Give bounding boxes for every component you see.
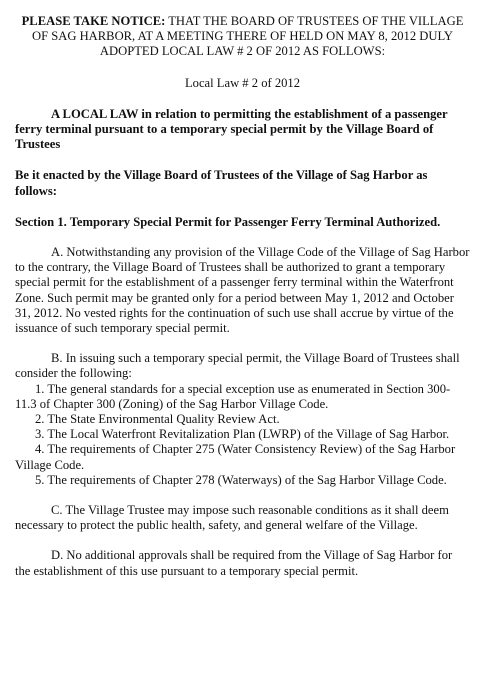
list-item: 1. The general standards for a special exception use as enumerated in Section 300-11.3 of Chapter 300 (Zoning) of the Sag Harbor Village Code.: [15, 381, 451, 411]
list-item: 5. The requirements of Chapter 278 (Waterways) of the Sag Harbor Village Code.: [35, 472, 447, 487]
legal-notice-document: [15, 14, 470, 579]
law-title: A LOCAL LAW in relation to permitting the establishment of a passenger ferry terminal pursuant to a temporary special permit by the Village Board of Trustees: [15, 106, 448, 152]
section-1-paragraph-c: C. The Village Trustee may impose such reasonable conditions as it shall deem necessary to protect the public health, safety, and general welfare of the Village.: [15, 503, 449, 533]
list-item: 4. The requirements of Chapter 275 (Water Consistency Review) of the Sag Harbor Village Code.: [15, 442, 456, 472]
section-1-paragraph-d: D. No additional approvals shall be required from the Village of Sag Harbor for the establishment of this use pursuant to a temporary special permit.: [15, 548, 453, 578]
notice-header: [15, 14, 470, 60]
section-1-paragraph-a: A. Notwithstanding any provision of the Village Code of the Village of Sag Harbor to the contrary, the Village Board of Trustees shall be authorized to grant a temporary special permit for the establishment of a passenger ferry terminal within the Waterfront Zone. Such permit may be granted only for a period between May 1, 2012 and October 31, 2012. No vested rights for the continuation of such use shall accrue by virtue of the issuance of such temporary special permit.: [15, 245, 470, 336]
section-1-paragraph-b: [15, 351, 470, 488]
list-item: 2. The State Environmental Quality Review Act.: [35, 412, 280, 427]
section-1-title: Section 1. Temporary Special Permit for Passenger Ferry Terminal Authorized.: [15, 214, 441, 229]
notice-text: THAT THE BOARD OF TRUSTEES OF THE VILLAGE OF SAG HARBOR, AT A MEETING THERE OF HELD ON MAY 8, 2012 DULY ADOPTED LOCAL LAW # 2 OF 2012 AS FOLLOWS:: [31, 14, 464, 59]
paragraph-b-intro: B. In issuing such a temporary special permit, the Village Board of Trustees shall consider the following:: [15, 351, 460, 381]
enactment-clause: Be it enacted by the Village Board of Trustees of the Village of Sag Harbor as follows:: [15, 168, 428, 198]
list-item: 3. The Local Waterfront Revitalization Plan (LWRP) of the Village of Sag Harbor.: [35, 427, 450, 442]
notice-lead: PLEASE TAKE NOTICE:: [21, 14, 166, 28]
law-number: Local Law # 2 of 2012: [184, 75, 301, 90]
